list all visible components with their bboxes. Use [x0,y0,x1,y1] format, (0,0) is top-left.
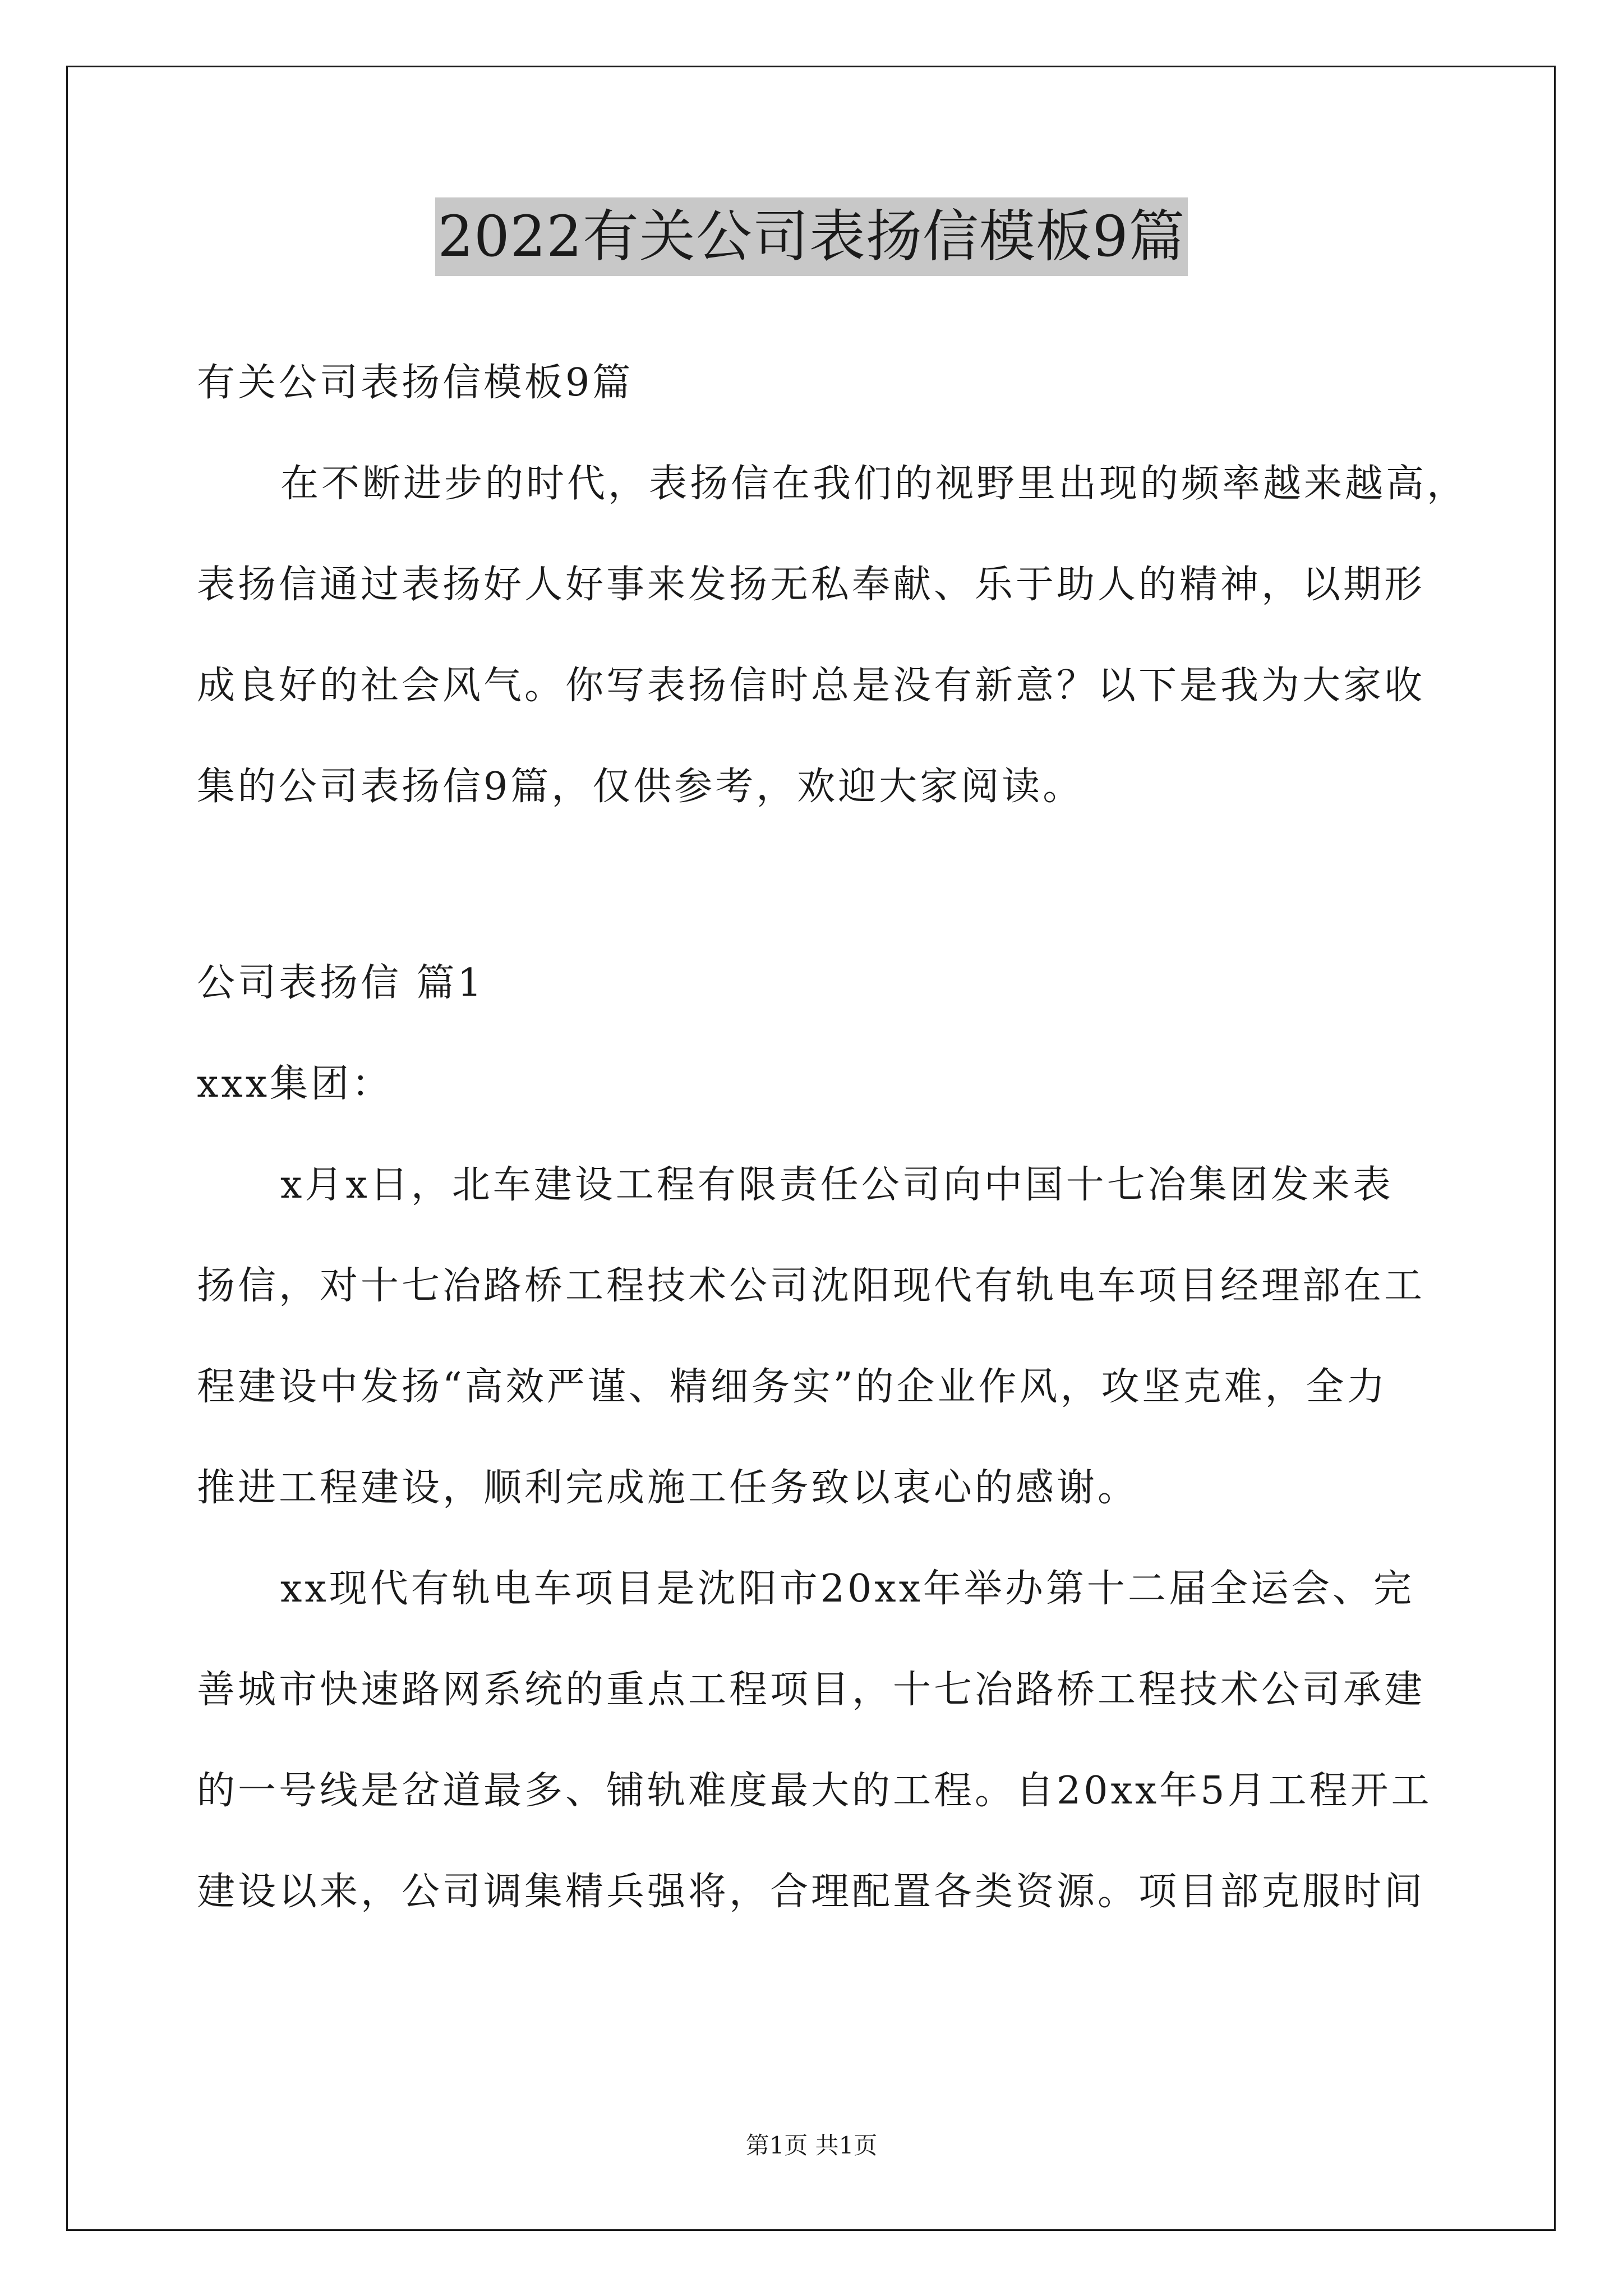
section-heading: 公司表扬信 篇1 [197,961,485,1005]
intro-line-3: 成良好的社会风气。你写表扬信时总是没有新意？以下是我为大家收 [197,664,1426,708]
paragraph2-line-3: 的一号线是岔道最多、铺轨难度最大的工程。自20xx年5月工程开工 [197,1769,1432,1813]
paragraph1-line-3: 程建设中发扬“高效严谨、精细务实”的企业作风，攻坚克难，全力 [197,1365,1388,1409]
paragraph1-line-2: 扬信，对十七冶路桥工程技术公司沈阳现代有轨电车项目经理部在工 [197,1264,1426,1308]
paragraph1-line-4: 推进工程建设，顺利完成施工任务致以衷心的感谢。 [197,1466,1139,1510]
paragraph1-line-1: x月x日，北车建设工程有限责任公司向中国十七冶集团发来表 [280,1163,1394,1207]
salutation: xxx集团： [197,1062,393,1106]
document-title: 2022有关公司表扬信模板9篇 [435,197,1187,276]
intro-line-2: 表扬信通过表扬好人好事来发扬无私奉献、乐于助人的精神，以期形 [197,563,1426,607]
paragraph2-line-1: xx现代有轨电车项目是沈阳市20xx年举办第十二届全运会、完 [280,1567,1414,1611]
paragraph2-line-4: 建设以来，公司调集精兵强将，合理配置各类资源。项目部克服时间 [197,1870,1426,1914]
title-container [0,197,1623,276]
page-footer: 第1页 共1页 [745,2132,878,2159]
document-subtitle: 有关公司表扬信模板9篇 [197,361,634,405]
intro-line-1: 在不断进步的时代，表扬信在我们的视野里出现的频率越来越高， [280,462,1468,506]
paragraph2-line-2: 善城市快速路网系统的重点工程项目，十七冶路桥工程技术公司承建 [197,1668,1426,1712]
intro-line-4: 集的公司表扬信9篇，仅供参考，欢迎大家阅读。 [197,765,1084,809]
